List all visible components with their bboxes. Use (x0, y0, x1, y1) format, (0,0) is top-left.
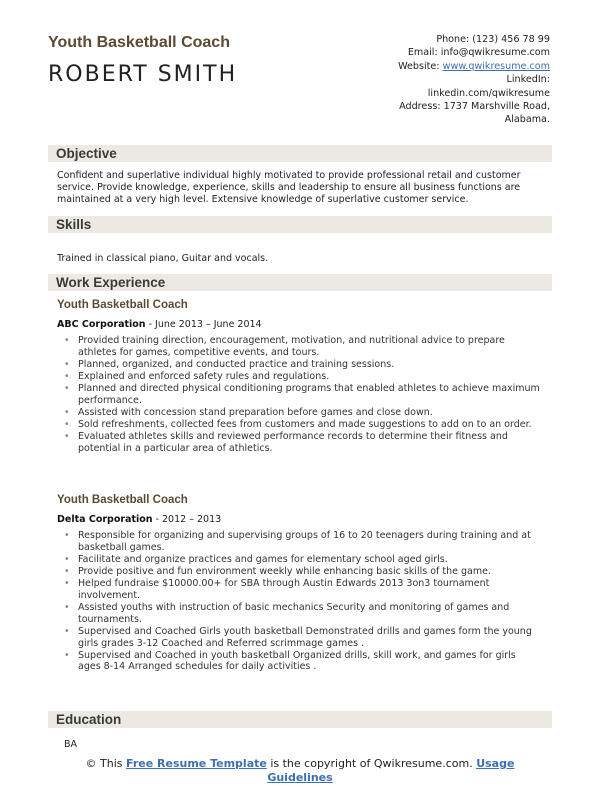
job-bullet: • Planned and directed physical conditioning programs that enabled athletes to achieve maximum performance. (64, 383, 540, 407)
job-company: Delta Corporation (57, 514, 153, 525)
footer-copyright (48, 757, 552, 785)
education-section-header (48, 711, 552, 728)
job-bullet-list (64, 530, 540, 673)
education-heading: Education (56, 712, 122, 727)
job-bullet: • Provide positive and fun environment weekly while enhancing basic skills of the game. (64, 566, 540, 578)
contact-address-line2: Alabama. (504, 114, 550, 126)
work-section-header (48, 274, 552, 291)
job-company: ABC Corporation (57, 319, 146, 330)
job-bullet: • Supervised and Coached in youth basketball Organized drills, skill work, and games for girls ages 8-14 Arranged schedules for daily activities . (64, 650, 540, 674)
skills-section-header (48, 216, 552, 233)
job-bullet: • Assisted youths with instruction of basic mechanics Security and monitoring of games and tournaments. (64, 602, 540, 626)
job-bullet: • Facilitate and organize practices and games for elementary school aged girls. (64, 554, 540, 566)
job-bullet: • Responsible for organizing and supervising groups of 16 to 20 teenagers during training and at basketball games. (64, 530, 540, 554)
contact-email: Email: info@qwikresume.com (407, 47, 550, 59)
job-bullet-list (64, 335, 540, 455)
header-job-title: Youth Basketball Coach (48, 34, 230, 51)
usage-guidelines-link-part2[interactable]: Guidelines (267, 771, 333, 784)
contact-block (290, 33, 550, 127)
contact-website-link[interactable]: www.qwikresume.com (442, 60, 550, 72)
job-bullet: • Assisted with concession stand preparation before games and close down. (64, 407, 540, 419)
skills-heading: Skills (56, 217, 92, 232)
contact-linkedin-label: LinkedIn: (506, 74, 550, 86)
contact-linkedin-value: linkedin.com/qwikresume (427, 87, 550, 99)
job-company-line (57, 514, 221, 525)
job-bullet: • Evaluated athletes skills and reviewed performance records to determine their fitness and potential in a particular area of athletics. (64, 431, 540, 455)
job-bullet: • Provided training direction, encouragement, motivation, and nutritional advice to prepare athletes for games, competitive events, and tours. (64, 335, 540, 359)
job-dates: - June 2013 – June 2014 (145, 319, 262, 330)
job-title: Youth Basketball Coach (57, 494, 188, 506)
footer-prefix: © This (85, 757, 127, 770)
objective-heading: Objective (56, 146, 117, 161)
contact-website (290, 60, 550, 73)
job-bullet: • Sold refreshments, collected fees from customers and made suggestions to add on to an order. (64, 419, 540, 431)
contact-address-line1: Address: 1737 Marshville Road, (399, 101, 550, 113)
objective-section-header (48, 145, 552, 162)
job-bullet: • Supervised and Coached Girls youth basketball Demonstrated drills and games form the young girls grades 3-12 Coached and Referred scrimmage games . (64, 626, 540, 650)
candidate-name: ROBERT SMITH (48, 62, 238, 87)
job-title: Youth Basketball Coach (57, 299, 188, 311)
work-heading: Work Experience (56, 275, 166, 290)
footer-middle: is the copyright of Qwikresume.com. (266, 757, 477, 770)
job-dates: - 2012 – 2013 (152, 514, 222, 525)
job-company-line (57, 319, 262, 330)
usage-guidelines-link-part1[interactable]: Usage (476, 757, 515, 770)
education-degree: BA (64, 739, 78, 750)
free-resume-template-link[interactable]: Free Resume Template (126, 757, 267, 770)
contact-website-label: Website: (398, 60, 443, 72)
job-bullet: • Helped fundraise $10000.00+ for SBA through Austin Edwards 2013 3on3 tournament involvement. (64, 578, 540, 602)
objective-text: Confident and superlative individual highly motivated to provide professional retail and customer service. Provide knowledge, experience, skills and leadership to ensure all business functions are maintained at a very high level. Extensive knowledge of superlative customer service. (57, 170, 521, 205)
contact-phone: Phone: (123) 456 78 99 (436, 34, 550, 45)
job-bullet: • Explained and enforced safety rules and regulations. (64, 371, 540, 383)
job-bullet: • Planned, organized, and conducted practice and training sessions. (64, 359, 540, 371)
skills-text: Trained in classical piano, Guitar and vocals. (57, 253, 269, 264)
